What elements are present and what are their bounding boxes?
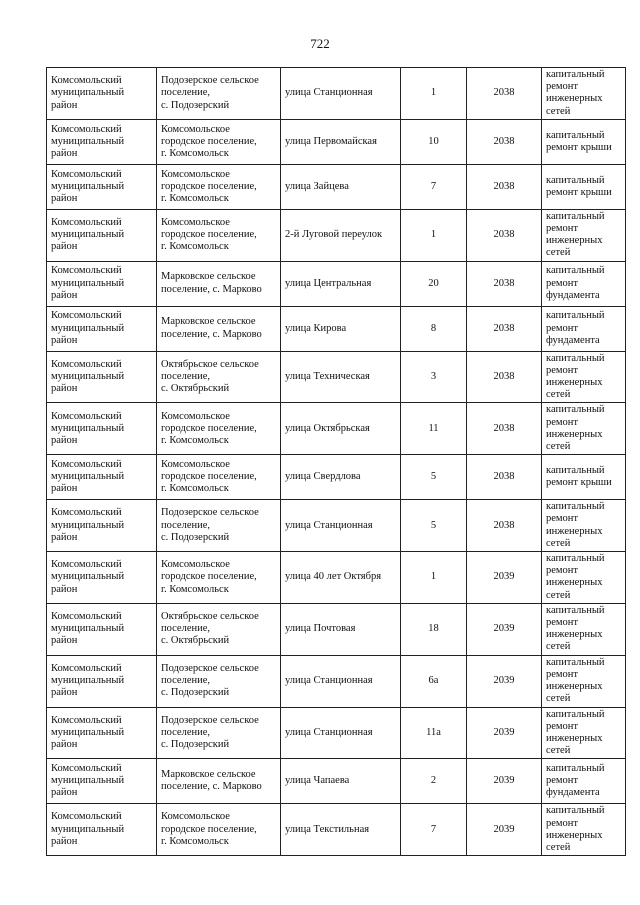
settlement-cell-text: Подозерское сельское поселение, с. Подозерский — [161, 507, 259, 543]
street-cell — [281, 707, 401, 759]
work-type-cell — [542, 68, 626, 120]
table-row — [47, 552, 626, 604]
district-cell-text: Комсомольский муниципальный район — [51, 559, 125, 595]
street-cell-text: улица Станционная — [285, 726, 373, 738]
settlement-cell-text: Подозерское сельское поселение, с. Подозерский — [161, 662, 259, 699]
district-cell — [47, 164, 157, 209]
work-type-cell-text: капитальный ремонт инженерных сетей — [546, 805, 605, 853]
settlement-cell — [157, 804, 281, 856]
year-cell-text: 2038 — [493, 135, 515, 147]
house-number-cell — [401, 707, 467, 759]
work-type-cell — [542, 209, 626, 261]
district-cell — [47, 552, 157, 604]
house-number-cell-text: 6а — [428, 674, 439, 686]
district-cell — [47, 403, 157, 455]
house-number-cell-text: 1 — [430, 571, 437, 583]
house-number-cell-text: 3 — [430, 370, 437, 382]
year-cell — [467, 603, 542, 655]
settlement-cell — [157, 707, 281, 759]
work-type-cell — [542, 804, 626, 856]
work-type-cell — [542, 403, 626, 455]
work-type-cell — [542, 707, 626, 759]
year-cell — [467, 164, 542, 209]
street-cell-text: улица Зайцева — [285, 180, 349, 192]
street-cell-text: улица Почтовая — [285, 623, 356, 635]
work-type-cell — [542, 455, 626, 500]
settlement-cell — [157, 552, 281, 604]
district-cell — [47, 759, 157, 804]
work-type-cell-text: капитальный ремонт крыши — [546, 174, 612, 198]
settlement-cell-text: Марковское сельское поселение, с. Марково — [161, 316, 262, 340]
house-number-cell — [401, 655, 467, 707]
work-type-cell-text: капитальный ремонт фундамента — [546, 265, 605, 301]
year-cell-text: 2038 — [493, 180, 515, 192]
year-cell-text: 2039 — [493, 571, 515, 583]
district-cell-text: Комсомольский муниципальный район — [51, 410, 125, 446]
work-type-cell-text: капитальный ремонт фундамента — [546, 310, 605, 346]
settlement-cell — [157, 351, 281, 403]
street-cell — [281, 403, 401, 455]
settlement-cell-text: Комсомольское городское поселение, г. Комсомольск — [161, 216, 257, 253]
street-cell-text: улица Текстильная — [285, 823, 370, 835]
street-cell — [281, 500, 401, 552]
settlement-cell-text: Комсомольское городское поселение, г. Комсомольск — [161, 410, 257, 446]
table-row — [47, 306, 626, 351]
work-type-cell-text: капитальный ремонт инженерных сетей — [546, 352, 605, 401]
house-number-cell-text: 5 — [430, 471, 437, 483]
year-cell — [467, 455, 542, 500]
district-cell-text: Комсомольский муниципальный район — [51, 265, 125, 301]
settlement-cell-text: Подозерское сельское поселение, с. Подозерский — [161, 714, 259, 750]
year-cell — [467, 804, 542, 856]
house-number-cell-text: 18 — [428, 623, 439, 635]
settlement-cell — [157, 655, 281, 707]
work-type-cell-text: капитальный ремонт фундамента — [546, 763, 605, 799]
settlement-cell-text: Комсомольское городское поселение, г. Комсомольск — [161, 559, 257, 595]
year-cell-text: 2038 — [493, 471, 515, 483]
work-type-cell-text: капитальный ремонт инженерных сетей — [546, 553, 605, 601]
house-number-cell — [401, 164, 467, 209]
settlement-cell — [157, 261, 281, 306]
street-cell-text: улица Станционная — [285, 519, 373, 531]
street-cell-text: улица Станционная — [285, 674, 373, 686]
settlement-cell-text: Комсомольское городское поселение, г. Комсомольск — [161, 458, 257, 495]
district-cell-text: Комсомольский муниципальный район — [51, 168, 125, 204]
work-type-cell-text: капитальный ремонт инженерных сетей — [546, 210, 605, 259]
year-cell-text: 2038 — [493, 370, 515, 382]
district-cell — [47, 500, 157, 552]
settlement-cell — [157, 403, 281, 455]
district-cell — [47, 603, 157, 655]
year-cell — [467, 68, 542, 120]
district-cell-text: Комсомольский муниципальный район — [51, 811, 125, 847]
settlement-cell-text: Подозерское сельское поселение, с. Подозерский — [161, 75, 259, 111]
house-number-cell — [401, 68, 467, 120]
year-cell-text: 2039 — [493, 623, 515, 635]
street-cell — [281, 306, 401, 351]
street-cell — [281, 603, 401, 655]
year-cell — [467, 707, 542, 759]
work-type-cell — [542, 759, 626, 804]
work-type-cell-text: капитальный ремонт инженерных сетей — [546, 501, 605, 549]
settlement-cell-text: Октябрьское сельское поселение, с. Октябрьский — [161, 610, 259, 647]
year-cell — [467, 552, 542, 604]
table-row — [47, 164, 626, 209]
street-cell-text: улица Чапаева — [285, 775, 350, 787]
street-cell-text: улица Свердлова — [285, 471, 361, 483]
street-cell — [281, 68, 401, 120]
table-row — [47, 500, 626, 552]
work-type-cell-text: капитальный ремонт инженерных сетей — [546, 69, 605, 117]
street-cell-text: улица Центральная — [285, 277, 372, 289]
repair-schedule-table — [46, 67, 626, 856]
district-cell-text: Комсомольский муниципальный район — [51, 662, 125, 699]
district-cell — [47, 68, 157, 120]
year-cell — [467, 655, 542, 707]
table-row — [47, 351, 626, 403]
work-type-cell — [542, 351, 626, 403]
work-type-cell — [542, 552, 626, 604]
settlement-cell-text: Марковское сельское поселение, с. Марково — [161, 271, 262, 295]
year-cell-text: 2038 — [493, 322, 515, 334]
district-cell — [47, 707, 157, 759]
work-type-cell-text: капитальный ремонт крыши — [546, 465, 612, 489]
street-cell-text: улица Первомайская — [285, 135, 377, 147]
settlement-cell — [157, 68, 281, 120]
house-number-cell — [401, 306, 467, 351]
house-number-cell-text: 1 — [430, 87, 437, 99]
settlement-cell — [157, 119, 281, 164]
house-number-cell — [401, 351, 467, 403]
district-cell — [47, 804, 157, 856]
street-cell — [281, 209, 401, 261]
district-cell-text: Комсомольский муниципальный район — [51, 216, 125, 253]
work-type-cell — [542, 655, 626, 707]
street-cell — [281, 119, 401, 164]
settlement-cell — [157, 209, 281, 261]
table-row — [47, 455, 626, 500]
house-number-cell — [401, 552, 467, 604]
year-cell — [467, 306, 542, 351]
work-type-cell — [542, 261, 626, 306]
house-number-cell-text: 8 — [430, 322, 437, 334]
year-cell-text: 2038 — [493, 277, 515, 289]
district-cell — [47, 209, 157, 261]
district-cell-text: Комсомольский муниципальный район — [51, 123, 125, 159]
house-number-cell-text: 7 — [430, 180, 437, 192]
street-cell — [281, 759, 401, 804]
house-number-cell-text: 7 — [430, 823, 437, 835]
work-type-cell — [542, 164, 626, 209]
street-cell-text: улица Кирова — [285, 322, 347, 334]
work-type-cell — [542, 500, 626, 552]
house-number-cell — [401, 500, 467, 552]
year-cell — [467, 759, 542, 804]
settlement-cell — [157, 500, 281, 552]
house-number-cell — [401, 261, 467, 306]
settlement-cell — [157, 306, 281, 351]
house-number-cell-text: 11 — [428, 422, 439, 434]
table-row — [47, 119, 626, 164]
work-type-cell-text: капитальный ремонт инженерных сетей — [546, 604, 605, 653]
house-number-cell-text: 10 — [428, 135, 439, 147]
year-cell — [467, 403, 542, 455]
district-cell — [47, 306, 157, 351]
settlement-cell — [157, 164, 281, 209]
street-cell — [281, 261, 401, 306]
house-number-cell-text: 11а — [426, 726, 441, 738]
street-cell — [281, 455, 401, 500]
settlement-cell — [157, 455, 281, 500]
table-row — [47, 403, 626, 455]
house-number-cell — [401, 119, 467, 164]
district-cell — [47, 351, 157, 403]
work-type-cell — [542, 119, 626, 164]
street-cell — [281, 552, 401, 604]
year-cell-text: 2039 — [493, 726, 515, 738]
table-row — [47, 655, 626, 707]
street-cell-text: улица Станционная — [285, 87, 373, 99]
year-cell-text: 2038 — [493, 87, 515, 99]
house-number-cell — [401, 804, 467, 856]
year-cell — [467, 119, 542, 164]
house-number-cell-text: 2 — [430, 775, 437, 787]
house-number-cell — [401, 209, 467, 261]
settlement-cell — [157, 759, 281, 804]
house-number-cell-text: 20 — [428, 277, 439, 289]
year-cell-text: 2038 — [493, 229, 515, 241]
house-number-cell-text: 1 — [430, 229, 437, 241]
settlement-cell-text: Комсомольское городское поселение, г. Комсомольск — [161, 811, 257, 847]
street-cell — [281, 164, 401, 209]
district-cell-text: Комсомольский муниципальный район — [51, 358, 125, 395]
street-cell — [281, 351, 401, 403]
year-cell — [467, 209, 542, 261]
settlement-cell-text: Комсомольское городское поселение, г. Комсомольск — [161, 123, 257, 159]
street-cell — [281, 655, 401, 707]
work-type-cell — [542, 306, 626, 351]
work-type-cell-text: капитальный ремонт инженерных сетей — [546, 404, 605, 453]
settlement-cell-text: Комсомольское городское поселение, г. Комсомольск — [161, 168, 257, 204]
district-cell-text: Комсомольский муниципальный район — [51, 310, 125, 346]
table-row — [47, 707, 626, 759]
year-cell-text: 2039 — [493, 823, 515, 835]
settlement-cell-text: Марковское сельское поселение, с. Марково — [161, 769, 262, 793]
house-number-cell — [401, 403, 467, 455]
settlement-cell — [157, 603, 281, 655]
district-cell-text: Комсомольский муниципальный район — [51, 763, 125, 799]
street-cell-text: улица Октябрьская — [285, 422, 370, 434]
year-cell-text: 2038 — [493, 519, 515, 531]
table-row — [47, 68, 626, 120]
table-row — [47, 603, 626, 655]
work-type-cell-text: капитальный ремонт инженерных сетей — [546, 708, 605, 757]
settlement-cell-text: Октябрьское сельское поселение, с. Октябрьский — [161, 358, 259, 395]
district-cell-text: Комсомольский муниципальный район — [51, 507, 125, 543]
table-row — [47, 804, 626, 856]
house-number-cell — [401, 759, 467, 804]
page-number: 722 — [310, 36, 330, 51]
district-cell-text: Комсомольский муниципальный район — [51, 610, 125, 647]
house-number-cell — [401, 603, 467, 655]
district-cell-text: Комсомольский муниципальный район — [51, 458, 125, 495]
district-cell-text: Комсомольский муниципальный район — [51, 714, 125, 750]
year-cell — [467, 351, 542, 403]
year-cell-text: 2038 — [493, 422, 515, 434]
work-type-cell-text: капитальный ремонт инженерных сетей — [546, 656, 605, 705]
house-number-cell — [401, 455, 467, 500]
year-cell — [467, 500, 542, 552]
table-row — [47, 209, 626, 261]
year-cell-text: 2039 — [493, 674, 515, 686]
street-cell-text: улица 40 лет Октября — [285, 571, 382, 583]
district-cell — [47, 261, 157, 306]
district-cell-text: Комсомольский муниципальный район — [51, 75, 125, 111]
work-type-cell-text: капитальный ремонт крыши — [546, 129, 612, 153]
year-cell-text: 2039 — [493, 775, 515, 787]
street-cell-text: улица Техническая — [285, 370, 370, 382]
work-type-cell — [542, 603, 626, 655]
district-cell — [47, 119, 157, 164]
house-number-cell-text: 5 — [430, 519, 437, 531]
district-cell — [47, 455, 157, 500]
district-cell — [47, 655, 157, 707]
year-cell — [467, 261, 542, 306]
table-row — [47, 261, 626, 306]
street-cell-text: 2-й Луговой переулок — [285, 229, 383, 241]
table-row — [47, 759, 626, 804]
street-cell — [281, 804, 401, 856]
table-body — [47, 68, 626, 856]
